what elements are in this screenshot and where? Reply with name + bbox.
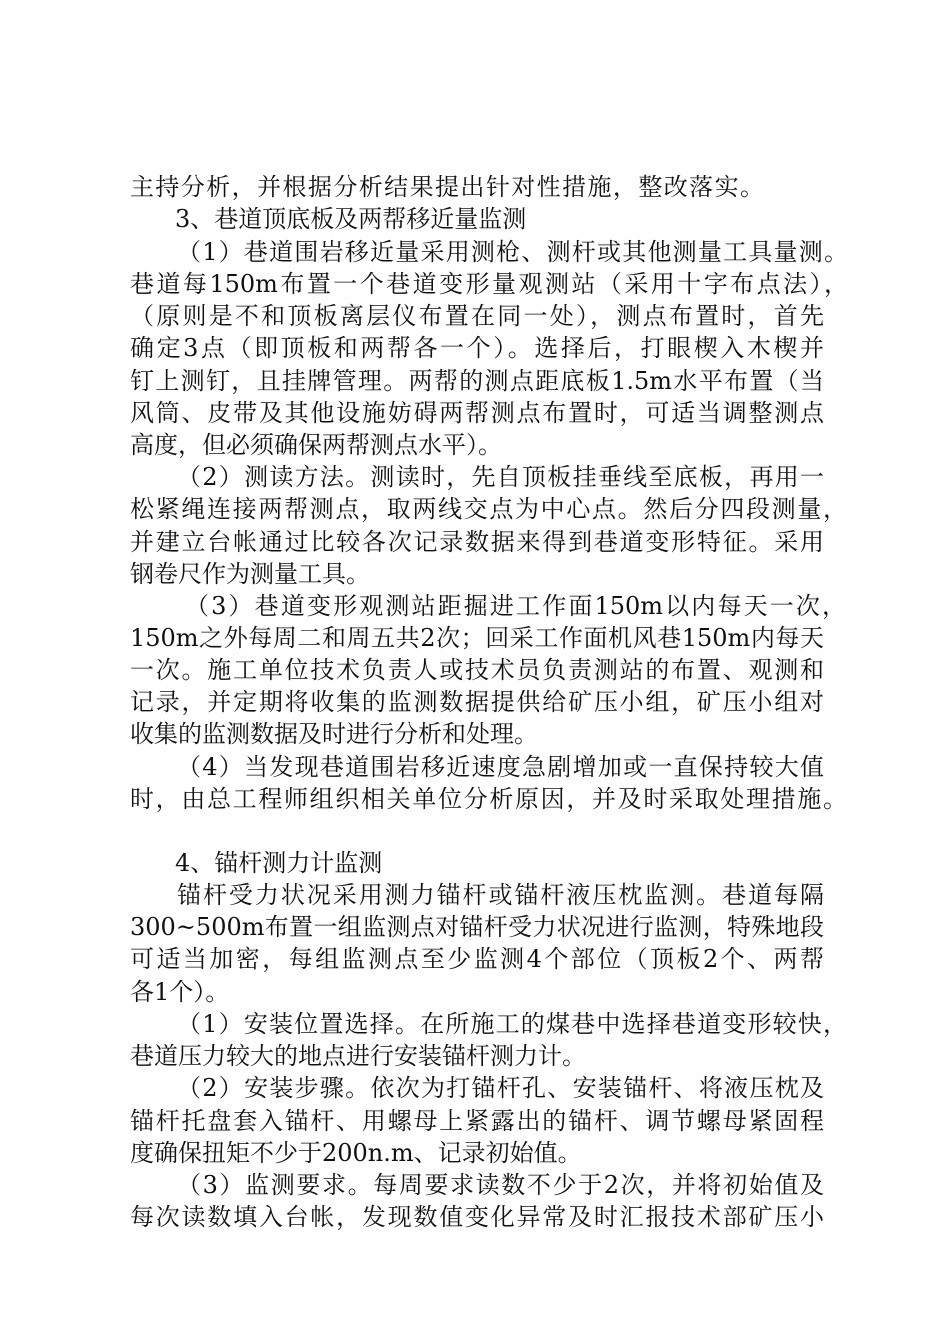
text-line: 确定3点（即顶板和两帮各一个）。选择后，打眼楔入木楔并 (130, 334, 824, 362)
text-line: 松紧绳连接两帮测点，取两线交点为中心点。然后分四段测量， (130, 495, 847, 523)
text-line: 150m之外每周二和周五共2次；回采工作面机风巷150m内每天 (130, 624, 824, 652)
text-line: 锚杆受力状况采用测力锚杆或锚杆液压枕监测。巷道每隔 (177, 881, 824, 909)
text-line: 风筒、皮带及其他设施妨碍两帮测点布置时，可适当调整测点 (130, 399, 824, 427)
text-line: 主持分析，并根据分析结果提出针对性措施，整改落实。 (130, 173, 764, 201)
text-line: 一次。施工单位技术负责人或技术员负责测站的布置、观测和 (130, 656, 824, 684)
text-line: 300~500m布置一组监测点对锚杆受力状况进行监测，特殊地段 (130, 913, 824, 941)
text-line: （3）监测要求。每周要求读数不少于2次，并将初始值及 (177, 1171, 824, 1199)
text-line: （2）安装步骤。依次为打锚杆孔、安装锚杆、将液压枕及 (177, 1074, 824, 1102)
text-line: 并建立台帐通过比较各次记录数据来得到巷道变形特征。采用 (130, 528, 824, 556)
text-line: 收集的监测数据及时进行分析和处理。 (130, 720, 538, 748)
text-line: 可适当加密，每组监测点至少监测4个部位（顶板2个、两帮 (130, 945, 824, 973)
text-line: 时，由总工程师组织相关单位分析原因，并及时采取处理措施。 (130, 785, 847, 813)
text-line: 巷道每150m布置一个巷道变形量观测站（采用十字布点法）， (130, 270, 848, 298)
text-line: 记录，并定期将收集的监测数据提供给矿压小组，矿压小组对 (130, 688, 824, 716)
text-line: 高度，但必须确保两帮测点水平）。 (130, 431, 502, 459)
text-line: （1）安装位置选择。在所施工的煤巷中选择巷道变形较快， (177, 1010, 847, 1038)
text-line: 巷道压力较大的地点进行安装锚杆测力计。 (130, 1042, 586, 1070)
text-line: 钉上测钉，且挂牌管理。两帮的测点距底板1.5m水平布置（当 (130, 367, 824, 395)
section-heading: 3、巷道顶底板及两帮移近量监测 (175, 205, 527, 233)
text-line: （2）测读方法。测读时，先自顶板挂垂线至底板，再用一 (177, 463, 824, 491)
text-line: 每次读数填入台帐，发现数值变化异常及时汇报技术部矿压小 (130, 1203, 824, 1231)
text-line: （4）当发现巷道围岩移近速度急剧增加或一直保持较大值 (177, 753, 824, 781)
text-line: （1）巷道围岩移近量采用测枪、测杆或其他测量工具量测。 (177, 238, 848, 266)
text-line: 各1个）。 (130, 978, 230, 1006)
section-heading: 4、锚杆测力计监测 (175, 849, 383, 877)
text-line: （3）巷道变形观测站距掘进工作面150m以内每天一次， (185, 592, 846, 620)
text-line: 钢卷尺作为测量工具。 (130, 560, 370, 588)
text-line: （原则是不和顶板离层仪布置在同一处），测点布置时，首先 (130, 302, 824, 330)
text-line: 锚杆托盘套入锚杆、用螺母上紧露出的锚杆、调节螺母紧固程 (130, 1107, 824, 1135)
text-line: 度确保扭矩不少于200n.m、记录初始值。 (130, 1139, 582, 1167)
